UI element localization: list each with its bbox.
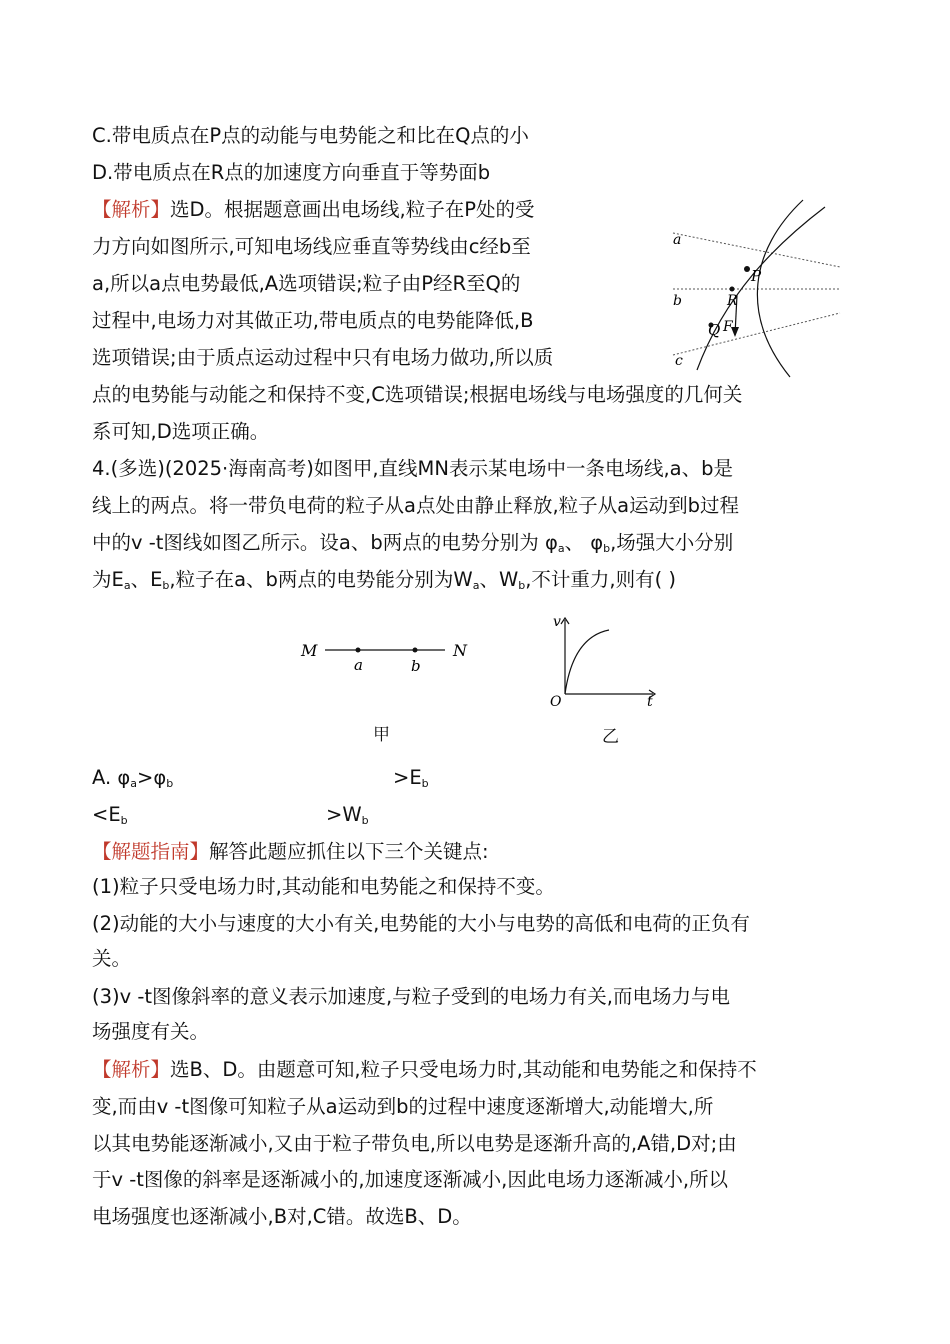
- point-p: [744, 266, 750, 272]
- guide-point-3-cont: 场强度有关。: [92, 1020, 210, 1043]
- question-line: 线上的两点。将一带负电荷的粒子从a点处由静止释放,粒子从a运动到b过程: [92, 494, 739, 517]
- analysis-line: 系可知,D选项正确。: [92, 420, 270, 443]
- label-t: t: [647, 694, 653, 710]
- analysis-line: 力方向如图所示,可知电场线应垂直等势线由c经b至: [92, 235, 531, 258]
- point-a: [356, 648, 361, 653]
- guide-point-2-cont: 关。: [92, 947, 132, 970]
- equipotential-figure: [665, 195, 845, 380]
- field-line: [757, 200, 803, 377]
- option-d-text: D.带电质点在R点的加速度方向垂直于等势面b: [92, 161, 491, 184]
- option-c-text: C.带电质点在P点的动能与电势能之和比在Q点的小: [92, 124, 529, 147]
- question-line: 为$E_a$、$E_b$,粒子在a、b两点的电势能分别为$W_a$、$W_b$,不计重力,则有( ): [92, 568, 677, 592]
- analysis-line: 点的电势能与动能之和保持不变,C选项错误;根据电场线与电场强度的几何关: [92, 383, 743, 406]
- analysis-tag: 【解析】: [92, 198, 171, 221]
- label-b: b: [673, 293, 682, 309]
- analysis2-line: 【解析】选B、D。由题意可知,粒子只受电场力时,其动能和电势能之和保持不: [92, 1058, 757, 1081]
- point-b: [413, 648, 418, 653]
- label-q: Q: [708, 321, 721, 339]
- analysis2-line: 电场强度也逐渐减小,B对,C错。故选B、D。: [92, 1205, 472, 1228]
- label-o: O: [550, 694, 562, 710]
- label-r: R: [727, 293, 738, 309]
- label-a: a: [354, 656, 363, 674]
- guide-line: 【解题指南】解答此题应抓住以下三个关键点:: [92, 840, 489, 863]
- vt-curve: [565, 630, 609, 694]
- guide-point-1: (1)粒子只受电场力时,其动能和电势能之和保持不变。: [92, 875, 555, 898]
- analysis-line: 过程中,电场力对其做正功,带电质点的电势能降低,B: [92, 309, 534, 332]
- figure-caption-jia: 甲: [373, 725, 390, 745]
- label-n: N: [453, 641, 467, 660]
- analysis-line: a,所以a点电势最低,A选项错误;粒子由P经R至Q的: [92, 272, 521, 295]
- label-v: v: [553, 614, 561, 630]
- analysis-line: 选项错误;由于质点运动过程中只有电场力做功,所以质: [92, 346, 554, 369]
- label-c: c: [675, 353, 683, 369]
- vt-graph: [545, 610, 665, 710]
- label-f: F: [723, 319, 733, 335]
- analysis-text: 选D。根据题意画出电场线,粒子在P处的受: [170, 198, 535, 221]
- analysis2-tag: 【解析】: [92, 1058, 171, 1081]
- question-line: 4.(多选)(2025·海南高考)如图甲,直线MN表示某电场中一条电场线,a、b是: [92, 457, 733, 480]
- guide-point-2: (2)动能的大小与速度的大小有关,电势能的大小与电势的高低和电荷的正负有: [92, 912, 750, 935]
- option-a: A. $\varphi_a>\varphi_b$: [92, 766, 174, 790]
- point-r: [730, 287, 735, 292]
- guide-point-3: (3)v -t图像斜率的意义表示加速度,与粒子受到的电场力有关,而电场力与电: [92, 985, 730, 1008]
- label-p: P: [751, 267, 762, 285]
- option-b: $>E_b$: [393, 766, 429, 790]
- analysis-line: [92, 196, 535, 224]
- analysis2-line: 以其电势能逐渐减小,又由于粒子带负电,所以电势是逐渐升高的,A错,D对;由: [92, 1132, 737, 1155]
- field-line-figure: [295, 630, 480, 680]
- analysis2-line: 于v -t图像的斜率是逐渐减小的,加速度逐渐减小,因此电场力逐渐减小,所以: [92, 1168, 729, 1191]
- analysis2-line: 变,而由v -t图像可知粒子从a运动到b的过程中速度逐渐增大,动能增大,所: [92, 1095, 714, 1118]
- equipotential-a: [673, 233, 840, 267]
- option-d: $>W_b$: [326, 803, 369, 827]
- label-m: M: [301, 641, 318, 660]
- equipotential-c: [673, 313, 840, 355]
- option-c: $<E_b$: [92, 803, 128, 827]
- guide-tag: 【解题指南】: [92, 840, 210, 863]
- label-b: b: [411, 657, 421, 675]
- figure-caption-yi: 乙: [602, 727, 619, 747]
- label-a: a: [673, 232, 682, 248]
- question-line: 中的v -t图线如图乙所示。设a、b两点的电势分别为 $\varphi_a$、 $\varphi_b$,场强大小分别: [92, 531, 734, 555]
